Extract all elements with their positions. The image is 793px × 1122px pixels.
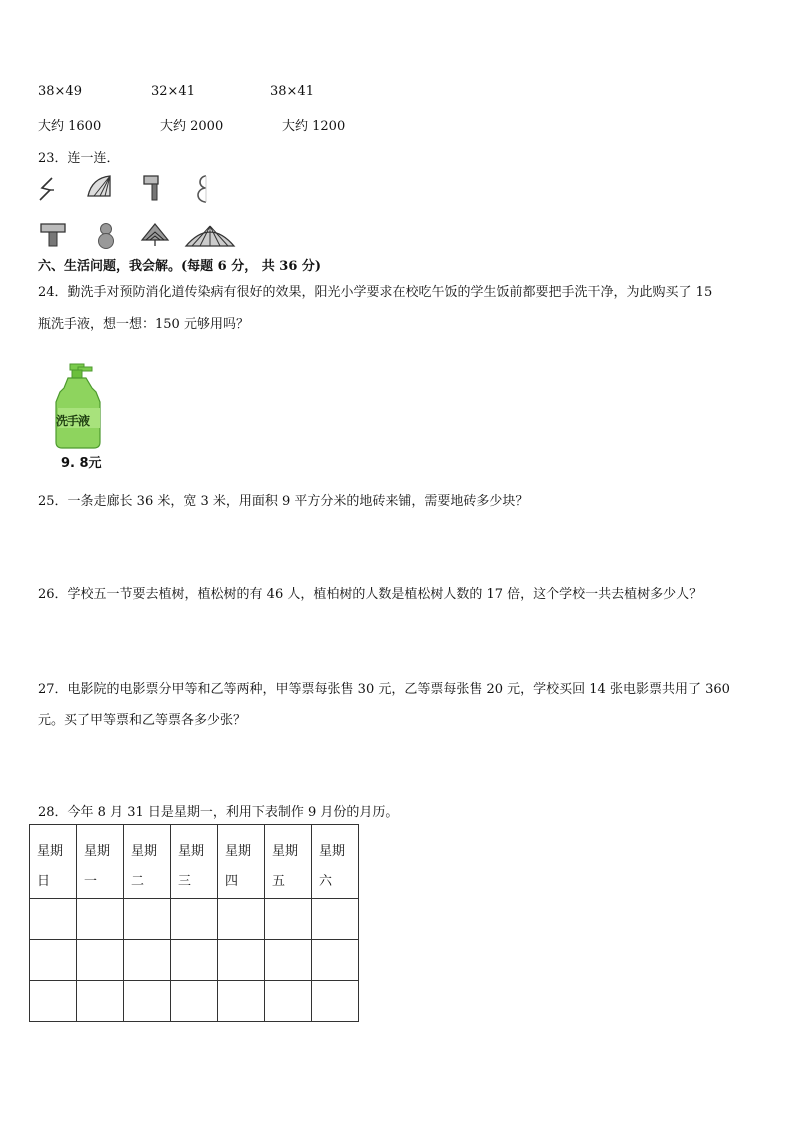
calendar-cell[interactable] xyxy=(218,899,265,940)
calendar-cell[interactable] xyxy=(124,899,171,940)
estimate-approx-3: 大约 1200 xyxy=(282,119,346,134)
q28-text: 28．今年 8 月 31 日是星期一，利用下表制作 9 月份的月历。 xyxy=(38,805,399,820)
calendar-cell[interactable] xyxy=(30,940,77,981)
calendar-cell[interactable] xyxy=(77,940,124,981)
q27-line2: 元。买了甲等票和乙等票各多少张？ xyxy=(38,713,247,728)
estimate-approx-1: 大约 1600 xyxy=(38,119,102,134)
calendar-header-fri: 星期 五 xyxy=(265,825,312,899)
q25-text: 25．一条走廊长 36 米，宽 3 米，用面积 9 平方分米的地砖来铺，需要地砖多少块？ xyxy=(38,494,529,509)
calendar-cell[interactable] xyxy=(265,981,312,1022)
calendar-table xyxy=(29,824,359,1022)
calendar-header-tue: 星期 二 xyxy=(124,825,171,899)
estimate-approx-2: 大约 2000 xyxy=(160,119,224,134)
calendar-header-sat: 星期 六 xyxy=(312,825,359,899)
q26-text: 26．学校五一节要去植树，植松树的有 46 人，植柏树的人数是植松树人数的 17 倍，这个学校一共去植树多少人？ xyxy=(38,587,703,602)
calendar-header-row xyxy=(30,825,359,899)
calendar-header-wed: 星期 三 xyxy=(171,825,218,899)
estimate-expr-1: 38×49 xyxy=(38,84,82,99)
estimate-expr-3: 38×41 xyxy=(270,84,314,99)
calendar-cell[interactable] xyxy=(124,981,171,1022)
calendar-row xyxy=(30,899,359,940)
q24-line1: 24．勤洗手对预防消化道传染病有很好的效果，阳光小学要求在校吃午饭的学生饭前都要把手洗干净，为此购买了 15 xyxy=(38,285,713,300)
calendar-cell[interactable] xyxy=(312,899,359,940)
calendar-header-mon: 星期 一 xyxy=(77,825,124,899)
calendar-cell[interactable] xyxy=(265,899,312,940)
calendar-cell[interactable] xyxy=(312,981,359,1022)
calendar-cell[interactable] xyxy=(218,981,265,1022)
calendar-header-sun: 星期 日 xyxy=(30,825,77,899)
q24-price: 9. 8元 xyxy=(61,456,102,471)
umbrella-icon xyxy=(184,222,236,250)
snowman-icon xyxy=(96,222,116,250)
q27-line1: 27．电影院的电影票分甲等和乙等两种，甲等票每张售 30 元，乙等票每张售 20 元，学校买回 14 张电影票共用了 360 xyxy=(38,682,730,697)
half-umbrella-icon xyxy=(86,174,114,200)
calendar-header-thu: 星期 四 xyxy=(218,825,265,899)
calendar-cell[interactable] xyxy=(30,981,77,1022)
pagoda-roof-icon xyxy=(140,222,170,248)
half-lamp-icon xyxy=(142,174,162,202)
q23-title: 23．连一连． xyxy=(38,151,120,166)
hand-soap-bottle-icon xyxy=(52,362,112,450)
calendar-cell[interactable] xyxy=(171,981,218,1022)
calendar-cell[interactable] xyxy=(171,940,218,981)
calendar-row xyxy=(30,981,359,1022)
calendar-cell[interactable] xyxy=(171,899,218,940)
lamp-icon xyxy=(40,222,66,248)
calendar-cell[interactable] xyxy=(265,940,312,981)
calendar-cell[interactable] xyxy=(77,899,124,940)
q24-line2: 瓶洗手液，想一想：150 元够用吗？ xyxy=(38,317,249,332)
calendar-cell[interactable] xyxy=(218,940,265,981)
half-snowman-icon xyxy=(196,174,212,204)
bottle-label: 洗手液 xyxy=(56,414,90,428)
calendar-row xyxy=(30,940,359,981)
calendar-cell[interactable] xyxy=(312,940,359,981)
calendar-cell[interactable] xyxy=(77,981,124,1022)
estimate-expr-2: 32×41 xyxy=(151,84,195,99)
section6-title: 六、生活问题，我会解。(每题 6 分， 共 36 分) xyxy=(38,259,322,274)
calendar-cell[interactable] xyxy=(30,899,77,940)
fold-half-shape-icon xyxy=(38,176,58,202)
calendar-cell[interactable] xyxy=(124,940,171,981)
